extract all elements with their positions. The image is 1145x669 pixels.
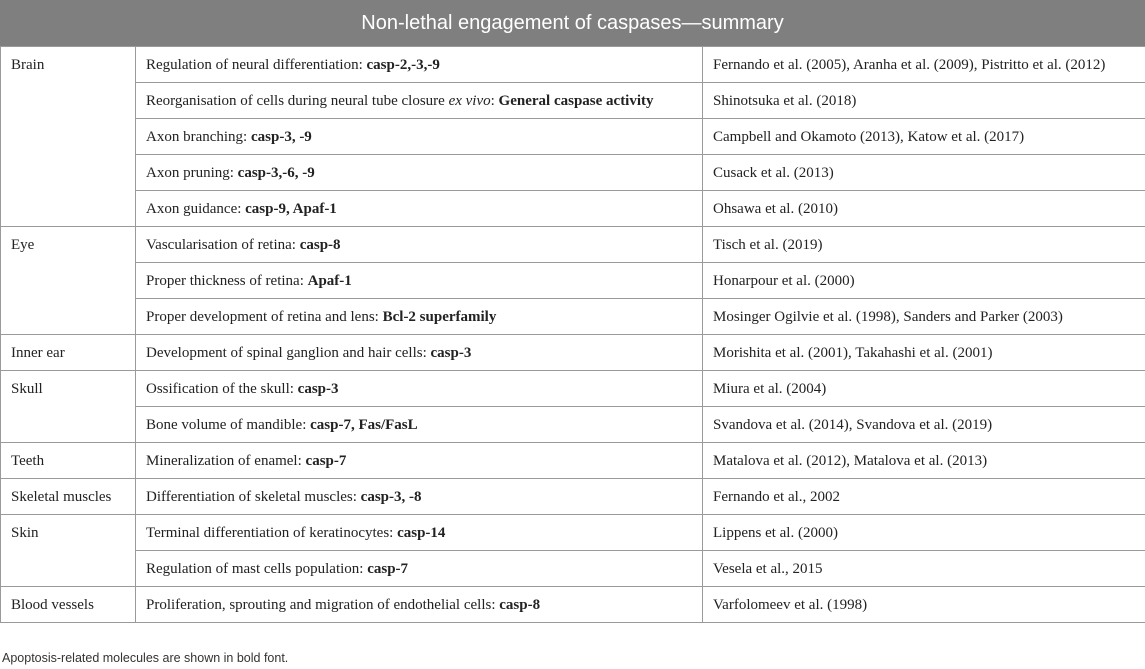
reference-cell: Lippens et al. (2000)	[703, 515, 1145, 551]
reference-cell: Svandova et al. (2014), Svandova et al. (2019)	[703, 407, 1145, 443]
reference-cell: Honarpour et al. (2000)	[703, 263, 1145, 299]
organ-cell: Skull	[1, 371, 136, 443]
table-row	[1, 407, 1145, 443]
process-text: Axon pruning:	[146, 164, 238, 181]
table-row	[1, 515, 1145, 551]
process-cell	[136, 335, 703, 371]
molecule-text: General caspase activity	[498, 92, 654, 109]
process-cell	[136, 551, 703, 587]
organ-cell: Skin	[1, 515, 136, 587]
process-italic-text: ex vivo	[448, 92, 491, 109]
process-tail-text: :	[490, 92, 499, 109]
reference-cell: Fernando et al., 2002	[703, 479, 1145, 515]
table-row	[1, 191, 1145, 227]
process-text: Vascularisation of retina:	[146, 236, 300, 253]
process-text: Development of spinal ganglion and hair cells:	[146, 344, 431, 361]
table-row	[1, 119, 1145, 155]
table-row	[1, 551, 1145, 587]
process-text: Reorganisation of cells during neural tube closure	[146, 92, 449, 109]
molecule-text: casp-7, Fas/FasL	[310, 416, 418, 433]
organ-cell: Eye	[1, 227, 136, 335]
process-cell	[136, 443, 703, 479]
process-cell	[136, 587, 703, 623]
process-cell	[136, 155, 703, 191]
process-text: Axon guidance:	[146, 200, 246, 217]
molecule-text: casp-7	[367, 560, 409, 577]
organ-cell: Teeth	[1, 443, 136, 479]
organ-cell: Inner ear	[1, 335, 136, 371]
table-row	[1, 47, 1145, 83]
molecule-text: casp-8	[299, 236, 341, 253]
caspase-summary-table	[0, 46, 1145, 623]
process-text: Bone volume of mandible:	[146, 416, 311, 433]
process-cell	[136, 83, 703, 119]
process-cell	[136, 407, 703, 443]
process-cell	[136, 299, 703, 335]
molecule-text: casp-9, Apaf-1	[245, 200, 337, 217]
molecule-text: casp-7	[305, 452, 347, 469]
molecule-text: casp-14	[397, 524, 446, 541]
molecule-text: casp-2,-3,-9	[366, 56, 440, 73]
table-row	[1, 227, 1145, 263]
molecule-text: Apaf-1	[307, 272, 352, 289]
reference-cell: Varfolomeev et al. (1998)	[703, 587, 1145, 623]
molecule-text: casp-3, -9	[250, 128, 312, 145]
molecule-text: casp-3	[297, 380, 339, 397]
process-text: Regulation of neural differentiation:	[146, 56, 367, 73]
table-row	[1, 155, 1145, 191]
process-text: Proliferation, sprouting and migration of endothelial cells:	[146, 596, 500, 613]
table-title: Non-lethal engagement of caspases—summary	[0, 0, 1145, 46]
organ-cell: Blood vessels	[1, 587, 136, 623]
process-text: Axon branching:	[146, 128, 251, 145]
table-body	[1, 47, 1145, 623]
reference-cell: Campbell and Okamoto (2013), Katow et al. (2017)	[703, 119, 1145, 155]
table-row	[1, 587, 1145, 623]
reference-cell: Cusack et al. (2013)	[703, 155, 1145, 191]
process-cell	[136, 371, 703, 407]
molecule-text: casp-3	[430, 344, 472, 361]
process-text: Regulation of mast cells population:	[146, 560, 368, 577]
molecule-text: casp-3, -8	[360, 488, 422, 505]
process-cell	[136, 227, 703, 263]
process-cell	[136, 47, 703, 83]
reference-cell: Mosinger Ogilvie et al. (1998), Sanders and Parker (2003)	[703, 299, 1145, 335]
table-row	[1, 371, 1145, 407]
reference-cell: Vesela et al., 2015	[703, 551, 1145, 587]
molecule-text: Bcl-2 superfamily	[382, 308, 497, 325]
process-text: Terminal differentiation of keratinocytes:	[146, 524, 398, 541]
table-row	[1, 83, 1145, 119]
molecule-text: casp-3,-6, -9	[237, 164, 315, 181]
table-row	[1, 299, 1145, 335]
table-footnote: Apoptosis-related molecules are shown in bold font.	[2, 651, 289, 665]
reference-cell: Ohsawa et al. (2010)	[703, 191, 1145, 227]
process-text: Proper thickness of retina:	[146, 272, 308, 289]
organ-cell: Brain	[1, 47, 136, 227]
process-text: Proper development of retina and lens:	[146, 308, 383, 325]
process-cell	[136, 479, 703, 515]
table-row	[1, 335, 1145, 371]
molecule-text: casp-8	[499, 596, 541, 613]
process-cell	[136, 263, 703, 299]
table-row	[1, 443, 1145, 479]
table-row	[1, 479, 1145, 515]
reference-cell: Morishita et al. (2001), Takahashi et al. (2001)	[703, 335, 1145, 371]
process-text: Ossification of the skull:	[146, 380, 298, 397]
organ-cell: Skeletal muscles	[1, 479, 136, 515]
table-row	[1, 263, 1145, 299]
process-text: Differentiation of skeletal muscles:	[146, 488, 361, 505]
reference-cell: Matalova et al. (2012), Matalova et al. (2013)	[703, 443, 1145, 479]
reference-cell: Shinotsuka et al. (2018)	[703, 83, 1145, 119]
process-cell	[136, 191, 703, 227]
reference-cell: Fernando et al. (2005), Aranha et al. (2009), Pistritto et al. (2012)	[703, 47, 1145, 83]
process-cell	[136, 119, 703, 155]
process-text: Mineralization of enamel:	[146, 452, 306, 469]
reference-cell: Tisch et al. (2019)	[703, 227, 1145, 263]
reference-cell: Miura et al. (2004)	[703, 371, 1145, 407]
process-cell	[136, 515, 703, 551]
